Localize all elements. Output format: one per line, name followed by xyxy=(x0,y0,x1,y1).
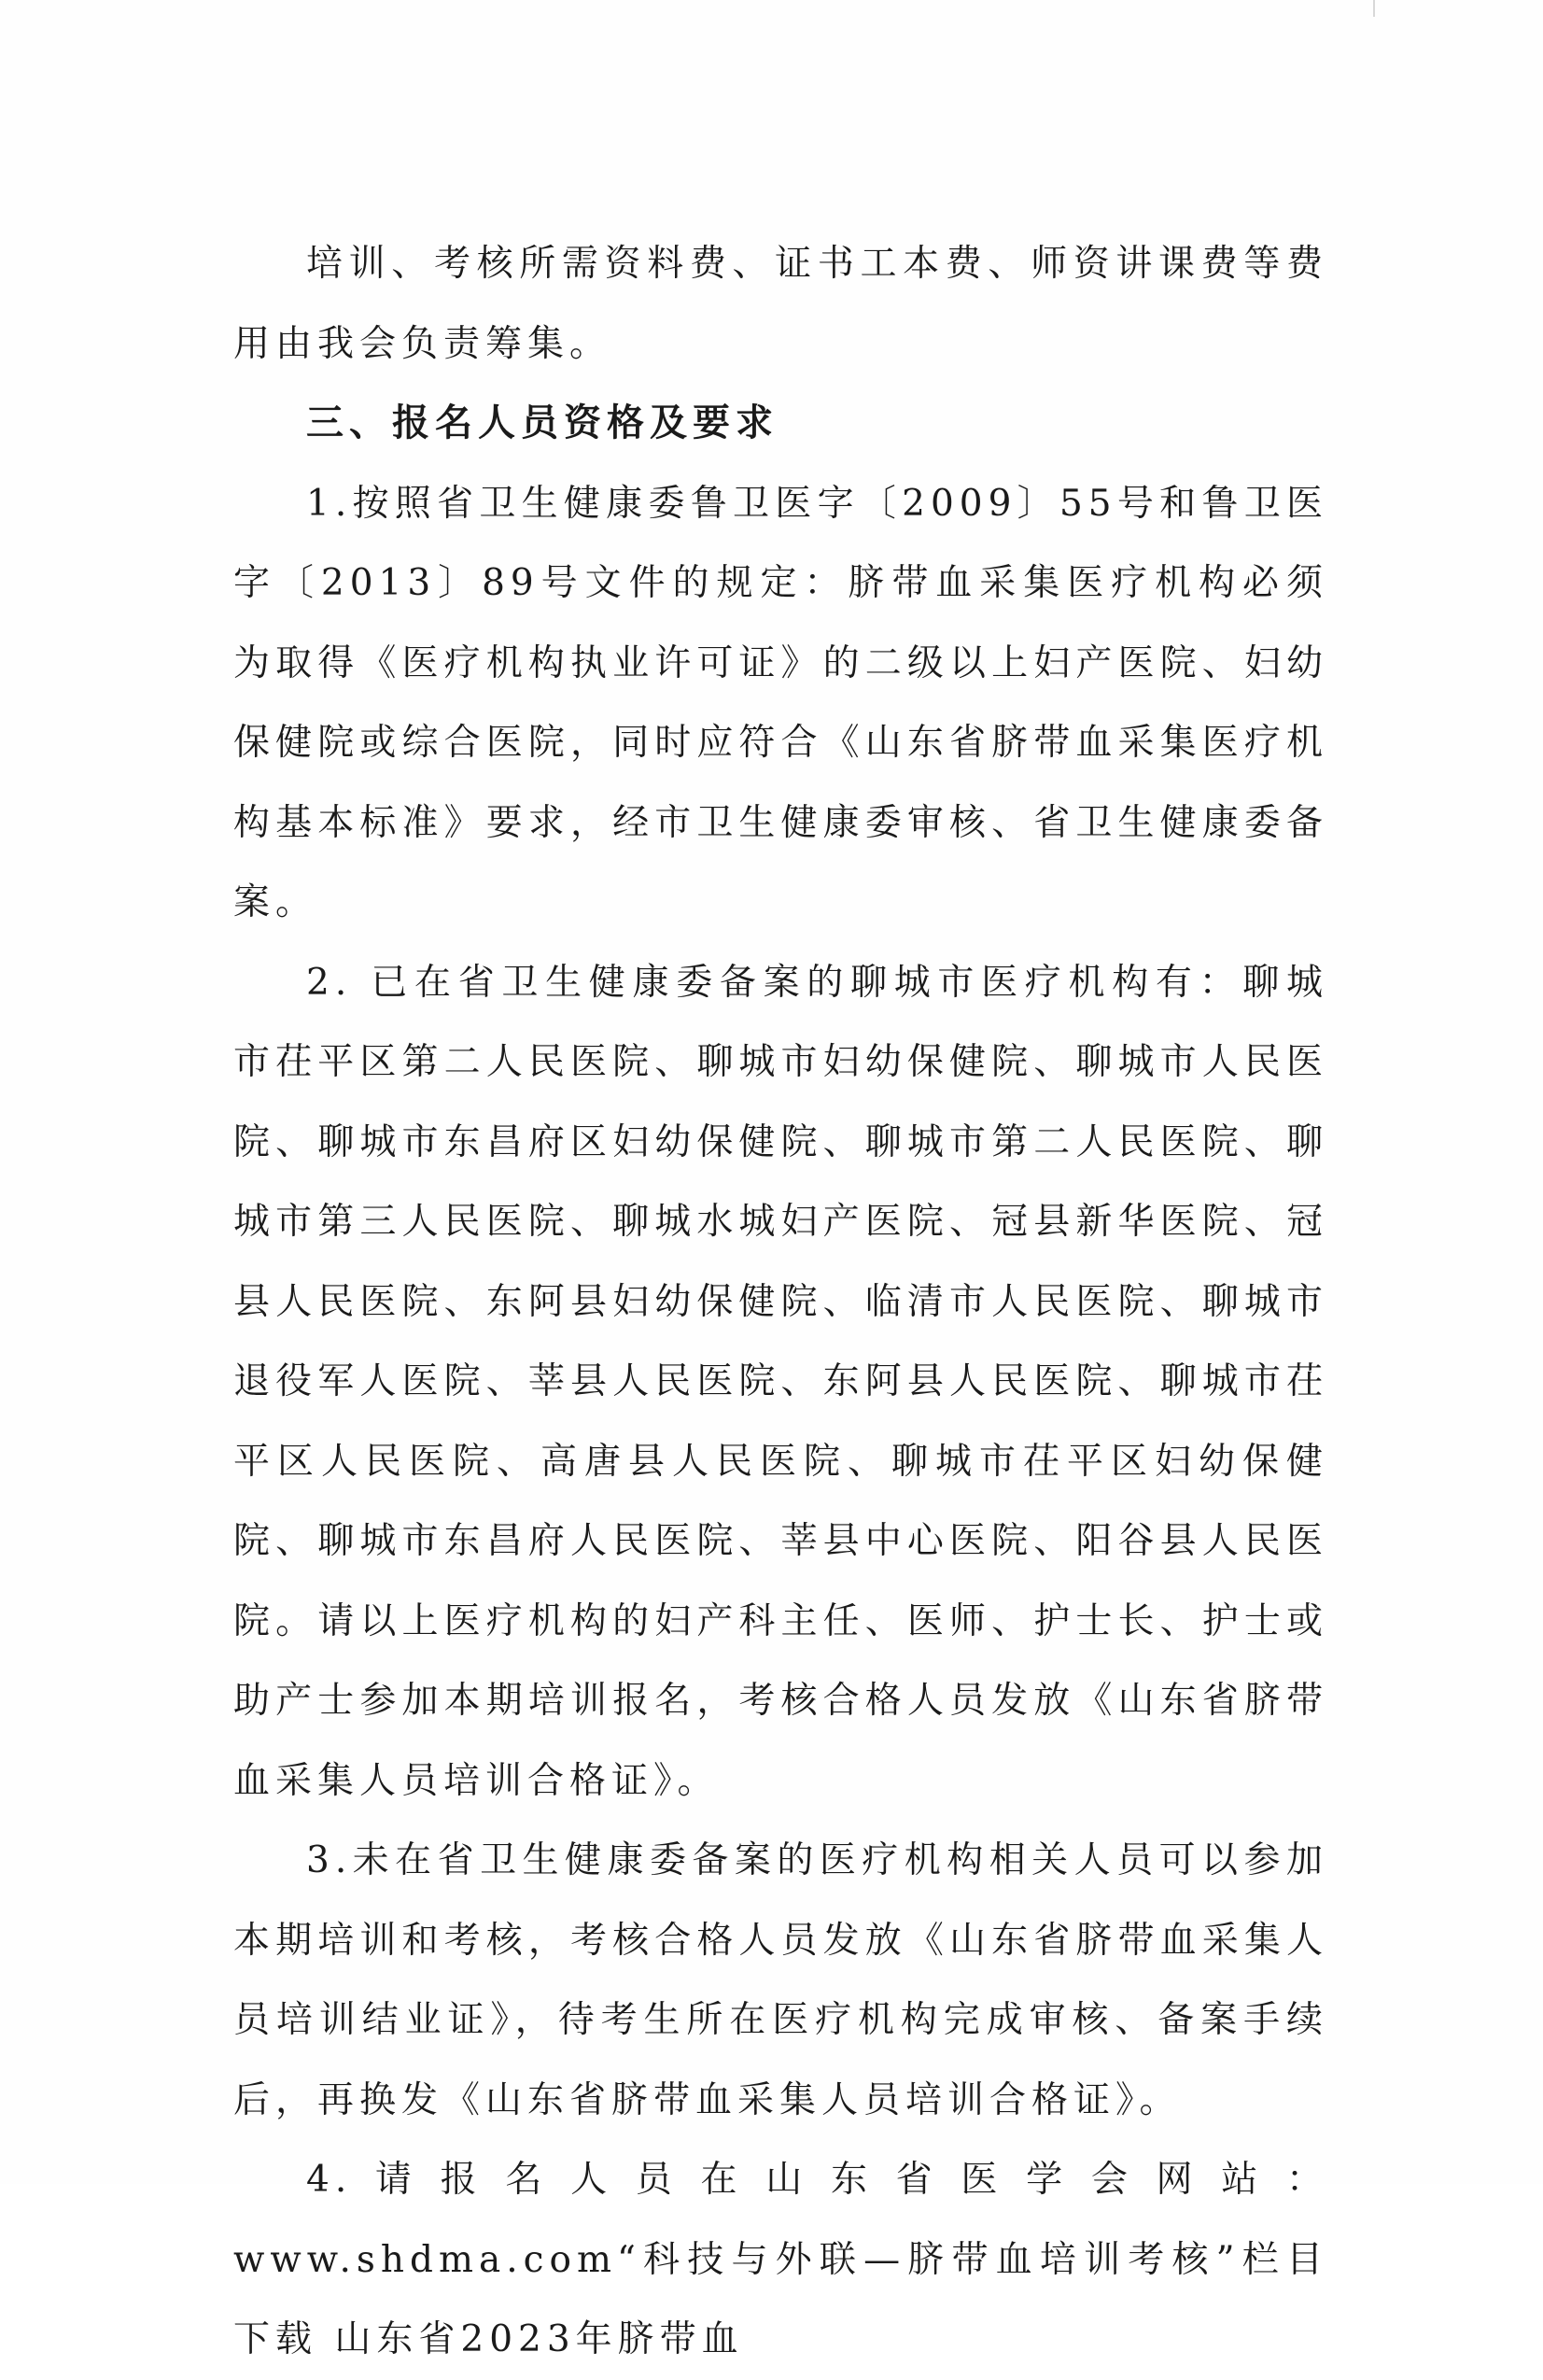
item-2-registered-institutions: 2. 已在省卫生健康委备案的聊城市医疗机构有：聊城市茌平区第二人民医院、聊城市妇幼保健院、聊城市人民医院、聊城市东昌府区妇幼保健院、聊城市第二人民医院、聊城市第三人民医院、聊城水城妇产医院、冠县新华医院、冠县人民医院、东阿县妇幼保健院、临清市人民医院、聊城市退役军人医院、莘县人民医院、东阿县人民医院、聊城市茌平区人民医院、高唐县人民医院、聊城市茌平区妇幼保健院、聊城市东昌府人民医院、莘县中心医院、阳谷县人民医院。请以上医疗机构的妇产科主任、医师、护士长、护士或助产士参加本期培训报名，考核合格人员发放《山东省脐带血采集人员培训合格证》。 xyxy=(233,961,1328,1802)
item-3-unregistered-institutions: 3.未在省卫生健康委备案的医疗机构相关人员可以参加本期培训和考核，考核合格人员发放《山东省脐带血采集人员培训结业证》，待考生所在医疗机构完成审核、备案手续后，再换发《山东省脐带血采集人员培训合格证》。 xyxy=(233,1839,1328,2121)
section-heading: 三、报名人员资格及要求 xyxy=(306,401,779,444)
scan-edge-mark xyxy=(1373,0,1375,17)
item-1-institution-requirements: 1.按照省卫生健康委鲁卫医字〔2009〕55号和鲁卫医字〔2013〕89号文件的规定：脐带血采集医疗机构必须为取得《医疗机构执业许可证》的二级以上妇产医院、妇幼保健院或综合医院，同时应符合《山东省脐带血采集医疗机构基本标准》要求，经市卫生健康委审核、省卫生健康委备案。 xyxy=(233,482,1328,923)
paragraph-fees: 培训、考核所需资料费、证书工本费、师资讲课费等费用由我会负责筹集。 xyxy=(233,243,1328,365)
item-4-registration-download: 4.请报名人员在山东省医学会网站：www.shdma.com“科技与外联—脐带血培训考核”栏目下载 山东省2023年脐带血 xyxy=(233,2159,1328,2360)
